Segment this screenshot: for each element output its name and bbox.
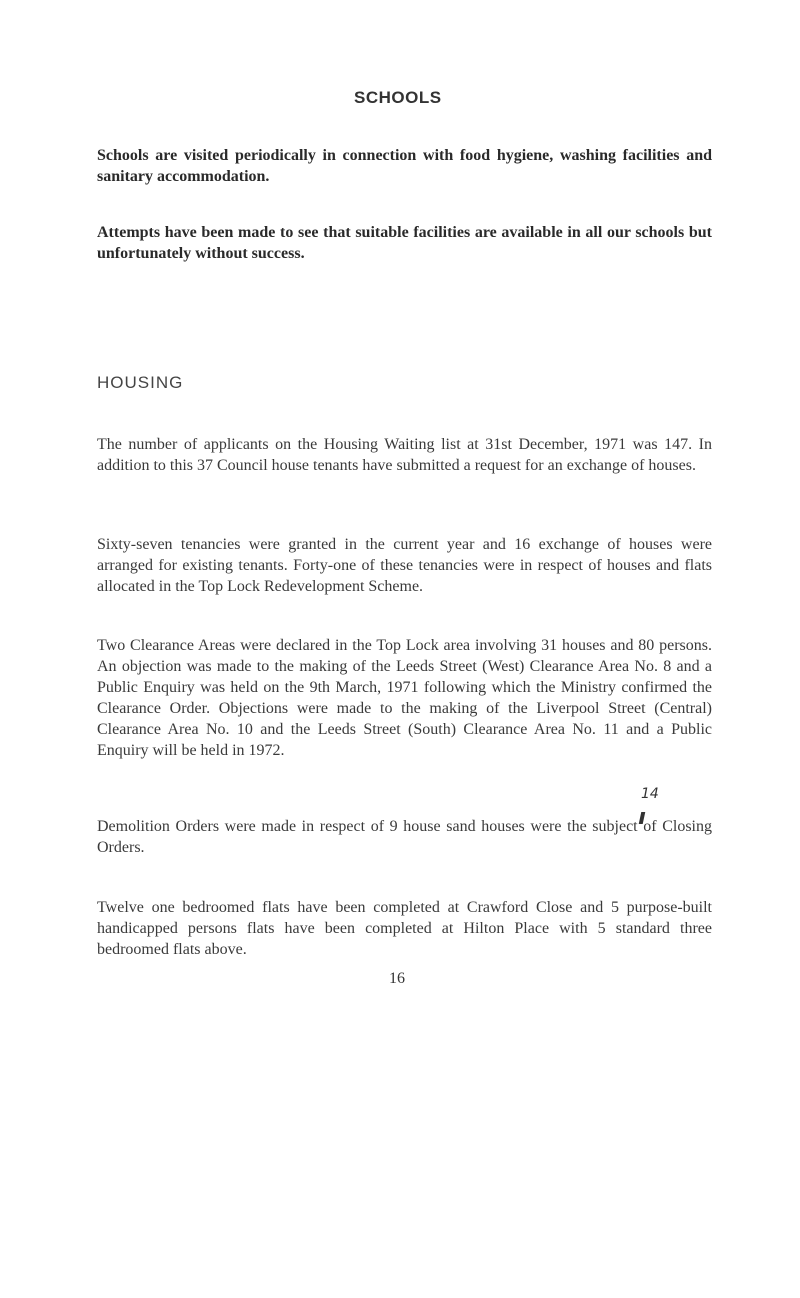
housing-paragraph-waiting-list: The number of applicants on the Housing Waiting list at 31st December, 1971 was 147. In addition to this 37 Council house tenants have submitted a request for an exchange of houses.	[97, 436, 712, 474]
handwritten-annotation: 14	[641, 786, 659, 802]
housing-paragraph-demolition-orders: Demolition Orders were made in respect of 9 house sand houses were the subject of Closing Orders.	[97, 818, 712, 856]
housing-paragraph-tenancies: Sixty-seven tenancies were granted in the current year and 16 exchange of houses were arranged for existing tenants. Forty-one of these tenancies were in respect of houses and flats allocated in the Top Lock Redevelopment Scheme.	[97, 536, 712, 595]
schools-paragraph-1: Schools are visited periodically in connection with food hygiene, washing facilities and sanitary accommodation.	[97, 147, 712, 185]
schools-paragraph-2: Attempts have been made to see that suitable facilities are available in all our schools but unfortunately without success.	[97, 224, 712, 262]
page-number: 16	[389, 970, 405, 987]
section-heading-schools: SCHOOLS	[354, 88, 442, 107]
section-heading-housing: HOUSING	[97, 373, 184, 392]
housing-paragraph-flats-completed: Twelve one bedroomed flats have been completed at Crawford Close and 5 purpose-built handicapped persons flats have been completed at Hilton Place with 5 standard three bedroomed flats above.	[97, 899, 712, 958]
housing-paragraph-clearance-areas: Two Clearance Areas were declared in the Top Lock area involving 31 houses and 80 persons. An objection was made to the making of the Leeds Street (West) Clearance Area No. 8 and a Public Enquiry was held on the 9th March, 1971 following which the Ministry confirmed the Clearance Order. Objections were made to the making of the Liverpool Street (Central) Clearance Area No. 10 and the Leeds Street (South) Clearance Area No. 11 and a Public Enquiry will be held in 1972.	[97, 637, 712, 759]
